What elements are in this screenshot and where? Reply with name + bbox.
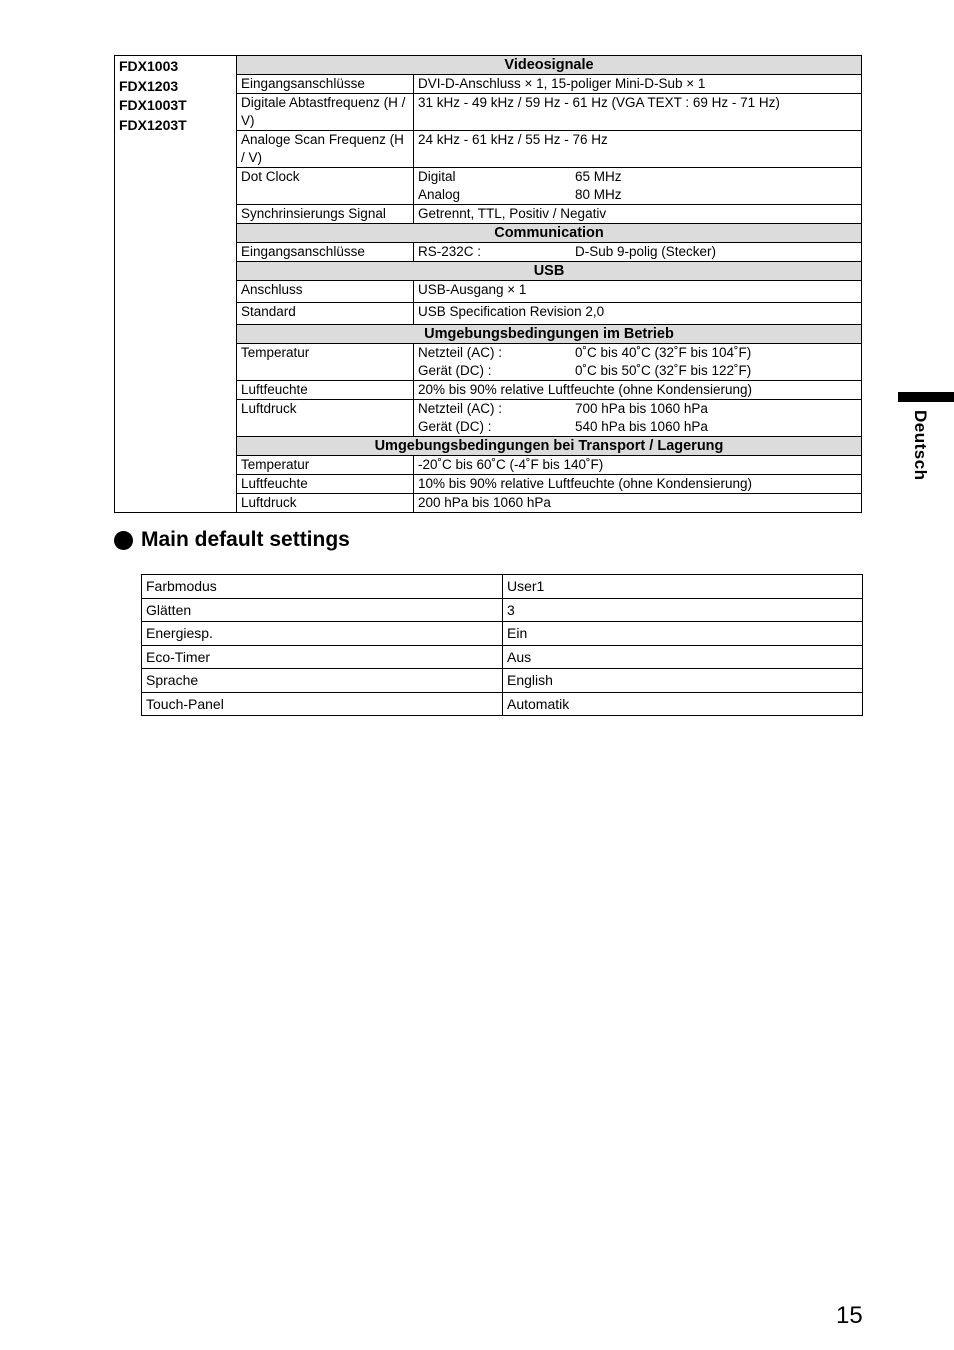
spec-label: Analoge Scan Frequenz (H / V) xyxy=(237,131,414,168)
sub-label: Netzteil (AC) : xyxy=(418,401,503,416)
spec-value xyxy=(414,400,862,437)
model-name: FDX1203T xyxy=(119,116,187,133)
setting-value: English xyxy=(503,669,863,693)
sub-value: 0˚C bis 40˚C (32˚F bis 104˚F) xyxy=(575,345,752,360)
sub-label: Analog xyxy=(418,187,461,202)
spec-label: Standard xyxy=(237,303,414,325)
setting-name: Energiesp. xyxy=(142,622,503,646)
spec-value: 200 hPa bis 1060 hPa xyxy=(414,494,862,513)
spec-label: Luftfeuchte xyxy=(237,381,414,400)
setting-name: Sprache xyxy=(142,669,503,693)
spec-label: Luftdruck xyxy=(237,400,414,437)
model-name: FDX1003T xyxy=(119,97,187,113)
spec-label: Eingangsanschlüsse xyxy=(237,75,414,94)
setting-name: Touch-Panel xyxy=(142,692,503,716)
spec-label: Temperatur xyxy=(237,456,414,475)
table-row xyxy=(142,645,863,669)
sub-label: Gerät (DC) : xyxy=(418,363,492,378)
setting-name: Farbmodus xyxy=(142,575,503,599)
section-header-storage: Umgebungsbedingungen bei Transport / Lagerung xyxy=(237,437,862,456)
default-settings-table xyxy=(141,574,863,716)
setting-name: Glätten xyxy=(142,598,503,622)
spec-value xyxy=(414,168,862,205)
sub-label: RS-232C : xyxy=(418,244,482,259)
model-name: FDX1203 xyxy=(119,77,179,94)
spec-value xyxy=(414,243,862,262)
sub-value: 700 hPa bis 1060 hPa xyxy=(575,401,708,416)
spec-label: Eingangsanschlüsse xyxy=(237,243,414,262)
setting-value: 3 xyxy=(503,598,863,622)
section-header-usb: USB xyxy=(237,262,862,281)
section-heading xyxy=(114,528,350,552)
sub-value: 80 MHz xyxy=(575,187,622,202)
sub-label: Digital xyxy=(418,169,456,184)
spec-label: Anschluss xyxy=(237,281,414,303)
setting-value: Aus xyxy=(503,645,863,669)
bullet-icon xyxy=(114,531,133,550)
specifications-table xyxy=(114,55,862,513)
table-row xyxy=(142,692,863,716)
table-row xyxy=(142,575,863,599)
spec-value: DVI-D-Anschluss × 1, 15-poliger Mini-D-Sub × 1 xyxy=(414,75,862,94)
spec-label: Dot Clock xyxy=(237,168,414,205)
spec-value: 31 kHz - 49 kHz / 59 Hz - 61 Hz (VGA TEXT : 69 Hz - 71 Hz) xyxy=(414,94,862,131)
spec-value: 10% bis 90% relative Luftfeuchte (ohne Kondensierung) xyxy=(414,475,862,494)
sub-label: Netzteil (AC) : xyxy=(418,345,503,360)
setting-name: Eco-Timer xyxy=(142,645,503,669)
model-list xyxy=(115,56,237,513)
spec-label: Digitale Abtastfrequenz (H / V) xyxy=(237,94,414,131)
sub-value: 540 hPa bis 1060 hPa xyxy=(575,419,708,434)
spec-value xyxy=(414,344,862,381)
spec-label: Temperatur xyxy=(237,344,414,381)
spec-value: -20˚C bis 60˚C (-4˚F bis 140˚F) xyxy=(414,456,862,475)
spec-value: Getrennt, TTL, Positiv / Negativ xyxy=(414,205,862,224)
model-name: FDX1003 xyxy=(119,58,179,74)
spec-value: 20% bis 90% relative Luftfeuchte (ohne Kondensierung) xyxy=(414,381,862,400)
spec-label: Luftdruck xyxy=(237,494,414,513)
language-tab-marker xyxy=(898,392,954,402)
sub-value: 0˚C bis 50˚C (32˚F bis 122˚F) xyxy=(575,363,752,378)
table-row xyxy=(142,669,863,693)
setting-value: Automatik xyxy=(503,692,863,716)
spec-label: Luftfeuchte xyxy=(237,475,414,494)
sub-value: 65 MHz xyxy=(575,169,622,184)
spec-value: 24 kHz - 61 kHz / 55 Hz - 76 Hz xyxy=(414,131,862,168)
language-tab-label: Deutsch xyxy=(911,410,930,481)
table-row xyxy=(142,622,863,646)
section-header-communication: Communication xyxy=(237,224,862,243)
spec-label: Synchrinsierungs Signal xyxy=(237,205,414,224)
page-number: 15 xyxy=(836,1302,863,1329)
section-header-video: Videosignale xyxy=(237,56,862,75)
section-heading-text: Main default settings xyxy=(141,528,350,551)
setting-value: User1 xyxy=(503,575,863,599)
sub-label: Gerät (DC) : xyxy=(418,419,492,434)
section-header-operating: Umgebungsbedingungen im Betrieb xyxy=(237,325,862,344)
setting-value: Ein xyxy=(503,622,863,646)
spec-value: USB Specification Revision 2,0 xyxy=(414,303,862,325)
table-row xyxy=(142,598,863,622)
spec-value: USB-Ausgang × 1 xyxy=(414,281,862,303)
sub-value: D-Sub 9-polig (Stecker) xyxy=(575,244,717,259)
